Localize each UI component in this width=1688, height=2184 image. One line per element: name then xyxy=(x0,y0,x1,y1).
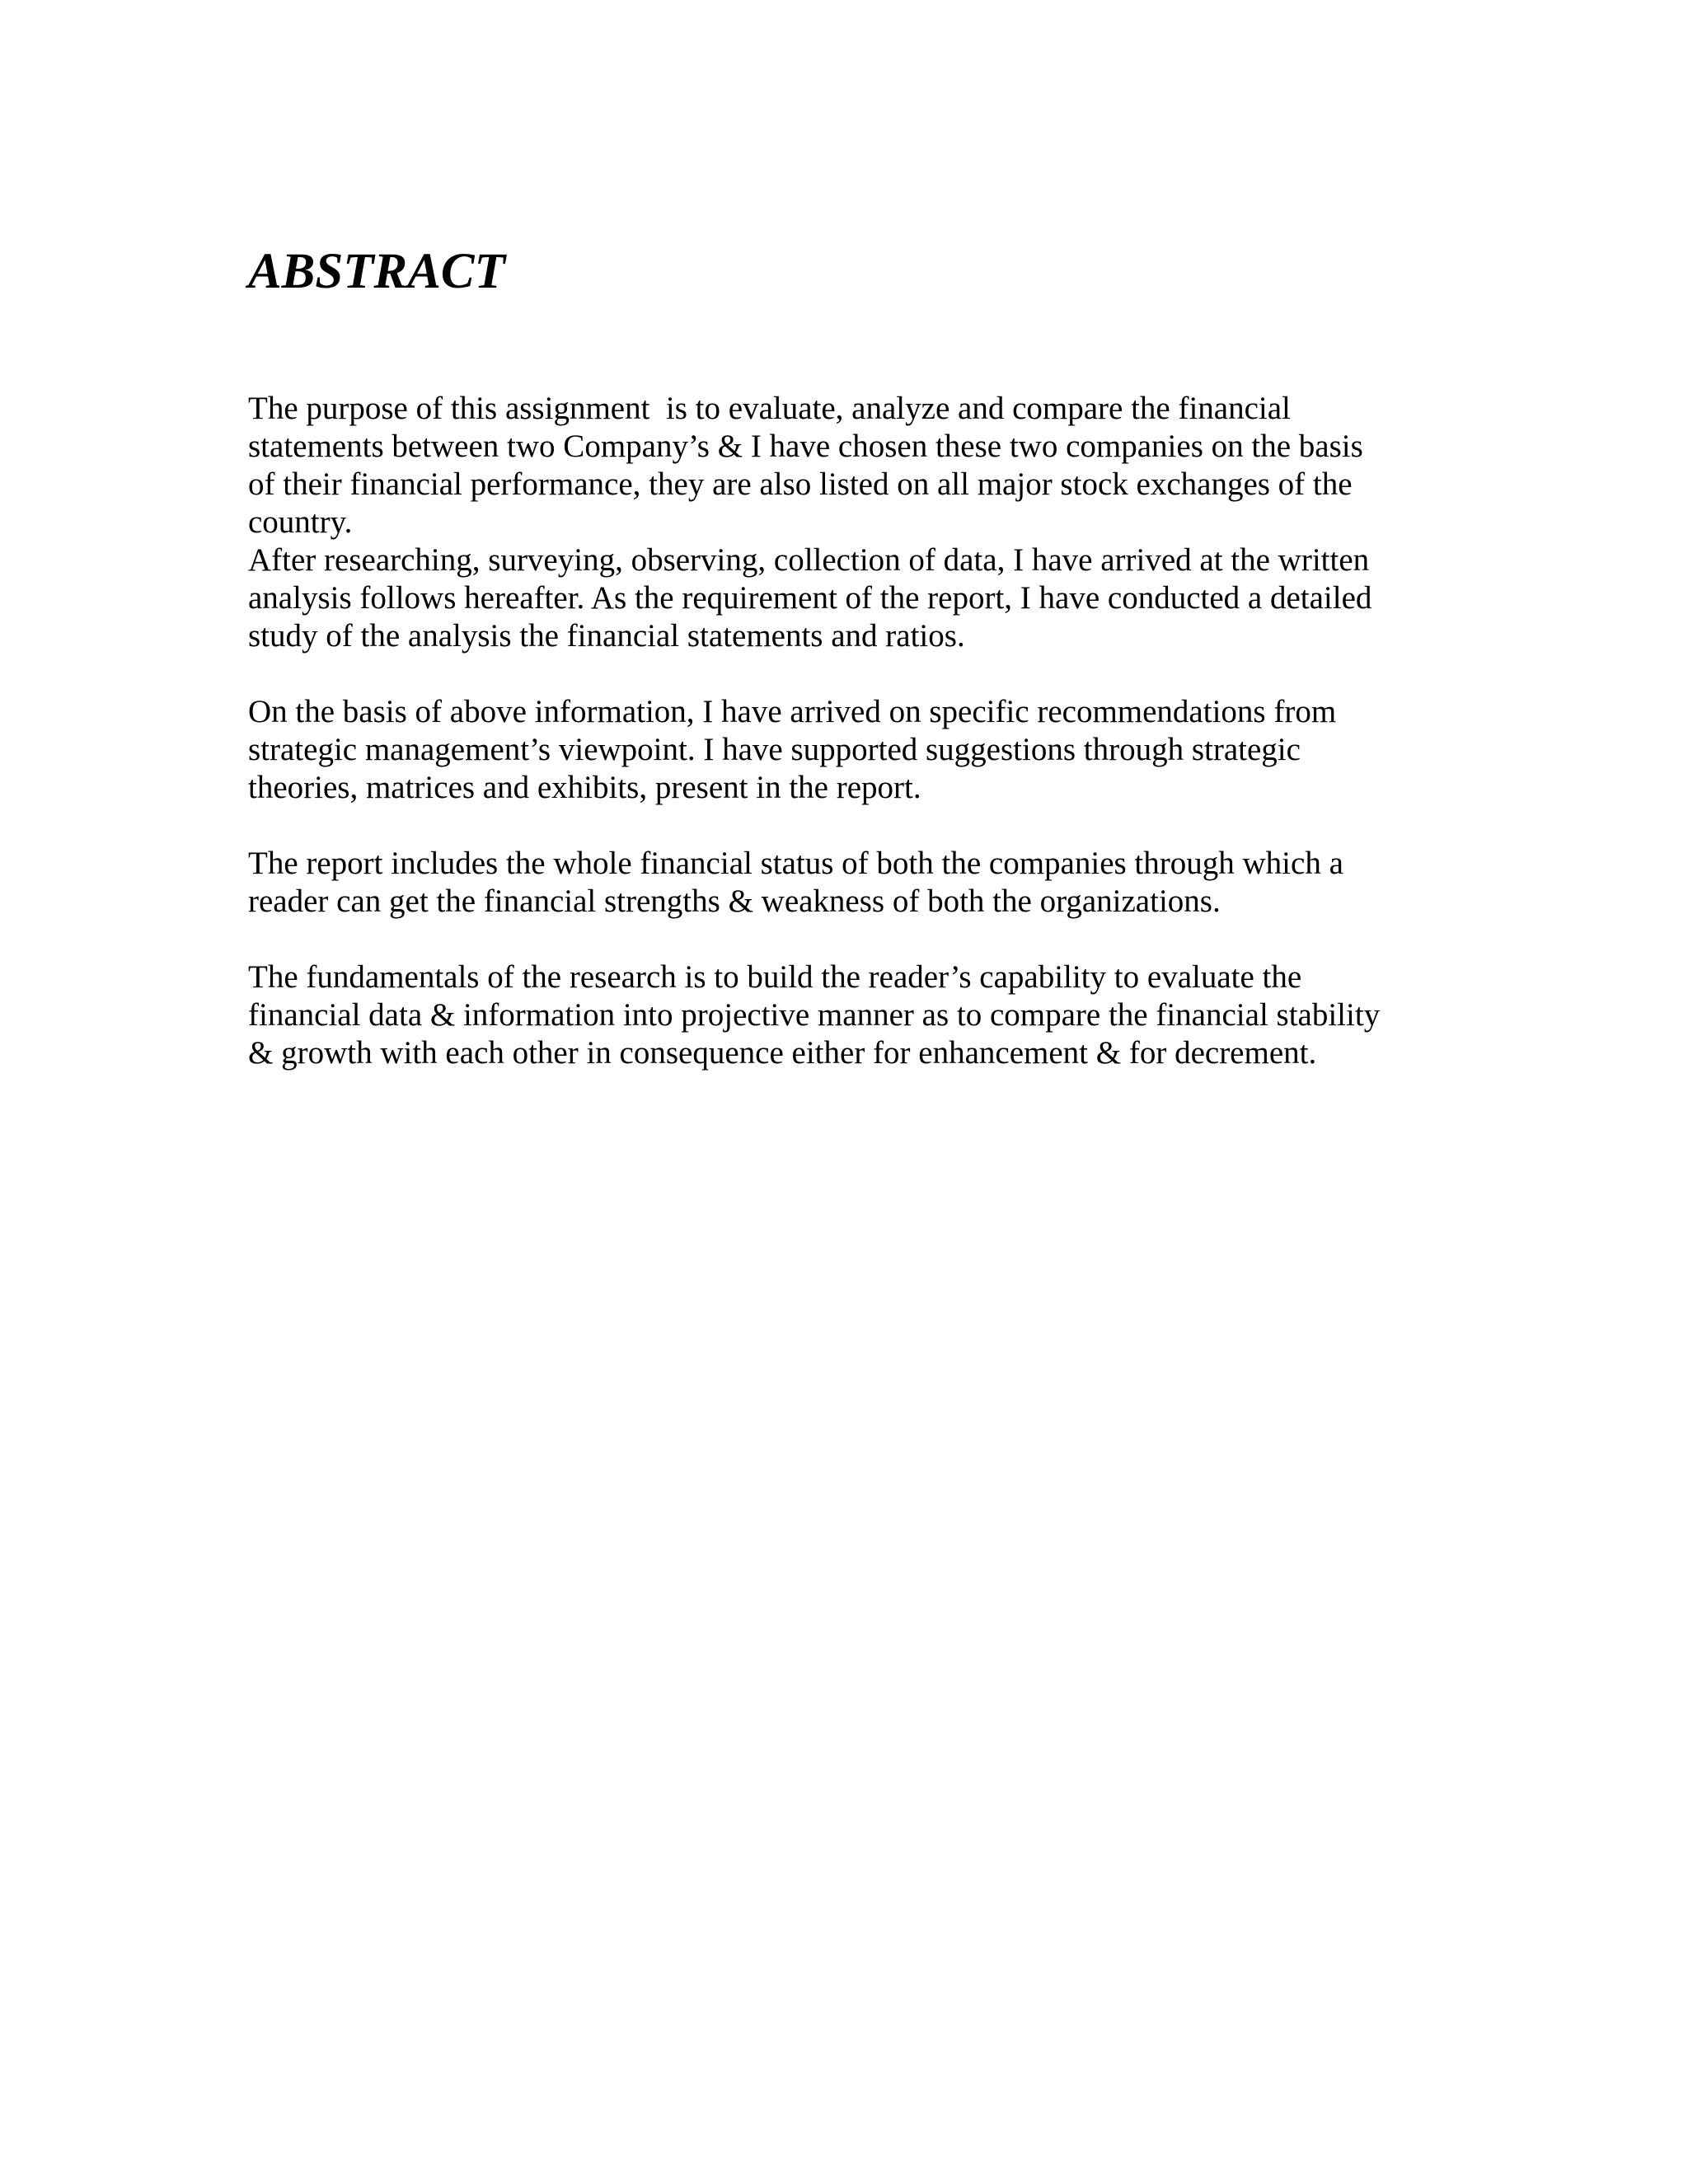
text-line: After researching, surveying, observing, collection of data, I have arrived at the written xyxy=(248,542,1370,578)
text-line: financial data & information into projective manner as to compare the financial stability xyxy=(248,997,1381,1033)
paragraph-purpose xyxy=(248,390,1451,541)
page-title: ABSTRACT xyxy=(248,244,505,299)
paragraph-report-scope xyxy=(248,845,1451,921)
document-content xyxy=(248,241,1451,1071)
text-line: On the basis of above information, I have arrived on specific recommendations from xyxy=(248,694,1337,729)
text-line: The fundamentals of the research is to build the reader’s capability to evaluate the xyxy=(248,959,1302,995)
text-line: statements between two Company’s & I have chosen these two companies on the basis xyxy=(248,429,1363,464)
paragraph-research xyxy=(248,541,1451,655)
paragraph-recommendations xyxy=(248,693,1451,807)
text-line: & growth with each other in consequence either for enhancement & for decrement. xyxy=(248,1035,1317,1071)
text-line: strategic management’s viewpoint. I have supported suggestions through strategic xyxy=(248,732,1301,767)
text-line: The report includes the whole financial status of both the companies through which a xyxy=(248,846,1343,881)
text-line: reader can get the financial strengths & weakness of both the organizations. xyxy=(248,883,1221,919)
text-line: theories, matrices and exhibits, present in the report. xyxy=(248,770,921,805)
text-line: of their financial performance, they are also listed on all major stock exchanges of the xyxy=(248,466,1353,502)
text-line: The purpose of this assignment is to evaluate, analyze and compare the financial xyxy=(248,391,1291,426)
text-line: analysis follows hereafter. As the requirement of the report, I have conducted a detailed xyxy=(248,580,1372,616)
abstract-body xyxy=(248,390,1451,1072)
text-line: country. xyxy=(248,504,353,540)
paragraph-fundamentals xyxy=(248,958,1451,1072)
text-line: study of the analysis the financial statements and ratios. xyxy=(248,618,965,654)
